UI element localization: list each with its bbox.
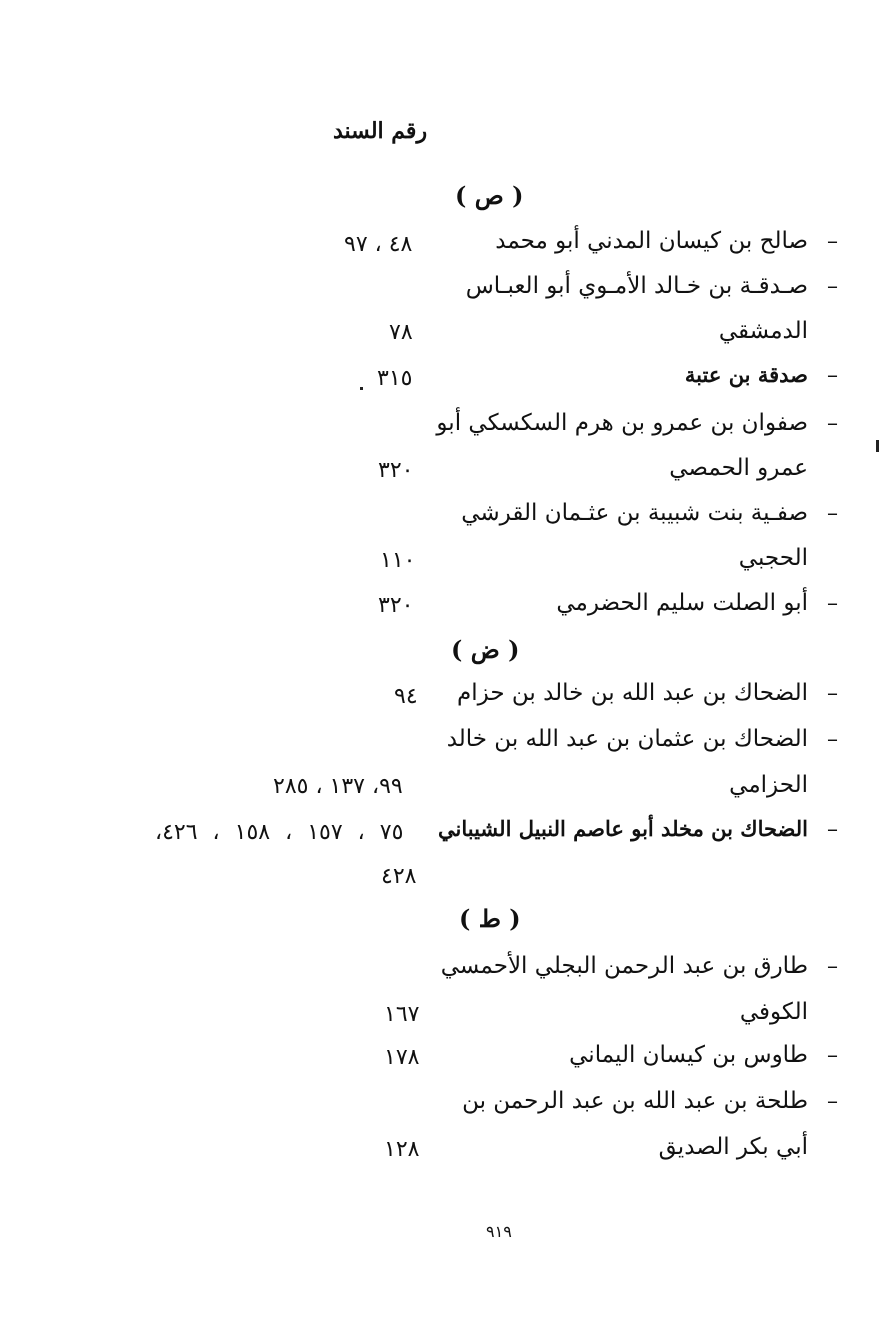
- entry-dash: –: [827, 727, 838, 752]
- entry-refs: ٣٢٠: [378, 593, 414, 618]
- entry-name: الضحاك بن عبد الله بن خالد بن حزام: [457, 680, 808, 706]
- scan-speck: [876, 440, 879, 452]
- entry-dash: –: [827, 229, 838, 254]
- entry-name-continued: عمرو الحمصي: [669, 455, 808, 481]
- entry-refs: ١٧٨: [384, 1045, 420, 1070]
- entry-refs: ١٦٧: [384, 1002, 420, 1027]
- entry-dash: –: [827, 817, 838, 842]
- entry-name-continued: الدمشقي: [718, 318, 808, 344]
- entry-name-continued: الحجبي: [738, 545, 808, 571]
- entry-dash: –: [827, 1043, 838, 1068]
- entry-refs: ٩٤: [394, 684, 418, 709]
- entry-name: صالح بن كيسان المدني أبو محمد: [495, 228, 808, 254]
- entry-dash: –: [827, 1089, 838, 1114]
- entry-dash: –: [827, 681, 838, 706]
- entry-name: الضحاك بن عثمان بن عبد الله بن خالد: [446, 726, 808, 752]
- entry-name: الضحاك بن مخلد أبو عاصم النبيل الشيباني: [438, 816, 808, 841]
- section-letter-dad: ( ض ): [451, 635, 520, 664]
- entry-refs: ٧٥ ، ١٥٧ ، ١٥٨ ، ٤٢٦،: [155, 820, 404, 845]
- entry-name: صفـية بنت شبيبة بن عثـمان القرشي: [461, 500, 808, 526]
- entry-refs: ٩٩، ١٣٧ ، ٢٨٥: [273, 774, 403, 799]
- entry-dash: –: [827, 954, 838, 979]
- entry-refs: ٣١٥: [377, 366, 413, 391]
- entry-dash: –: [827, 274, 838, 299]
- entry-refs-continued: ٤٢٨: [381, 864, 417, 889]
- entry-name-continued: الكوفي: [739, 999, 808, 1025]
- entry-refs: ٧٨: [389, 320, 413, 345]
- entry-name-continued: أبي بكر الصديق: [658, 1134, 808, 1160]
- entry-name: طارق بن عبد الرحمن البجلي الأحمسي: [440, 953, 808, 979]
- scan-speck: [360, 387, 363, 390]
- entry-name: صـدقـة بن خـالد الأمـوي أبو العبـاس: [465, 273, 808, 299]
- entry-refs: ٣٢٠: [378, 458, 414, 483]
- entry-dash: –: [827, 501, 838, 526]
- entry-refs: ١٢٨: [384, 1137, 420, 1162]
- entry-name: صفوان بن عمرو بن هرم السكسكي أبو: [436, 410, 808, 436]
- entry-name: صدقة بن عتبة: [684, 362, 808, 387]
- entry-dash: –: [827, 411, 838, 436]
- entry-refs: ٤٨ ، ٩٧: [344, 232, 413, 257]
- entry-name: أبو الصلت سليم الحضرمي: [556, 590, 808, 616]
- page-number: ٩١٩: [486, 1222, 512, 1241]
- entry-name: طلحة بن عبد الله بن عبد الرحمن بن: [462, 1088, 808, 1114]
- section-letter-ta: ( ط ): [459, 904, 521, 933]
- entry-refs: ١١٠: [380, 548, 416, 573]
- entry-name: طاوس بن كيسان اليماني: [569, 1042, 808, 1068]
- column-header: رقم السند: [333, 118, 428, 144]
- section-letter-sad: ( ص ): [455, 181, 524, 210]
- entry-dash: –: [827, 591, 838, 616]
- entry-dash: –: [827, 363, 838, 388]
- entry-name-continued: الحزامي: [729, 772, 808, 798]
